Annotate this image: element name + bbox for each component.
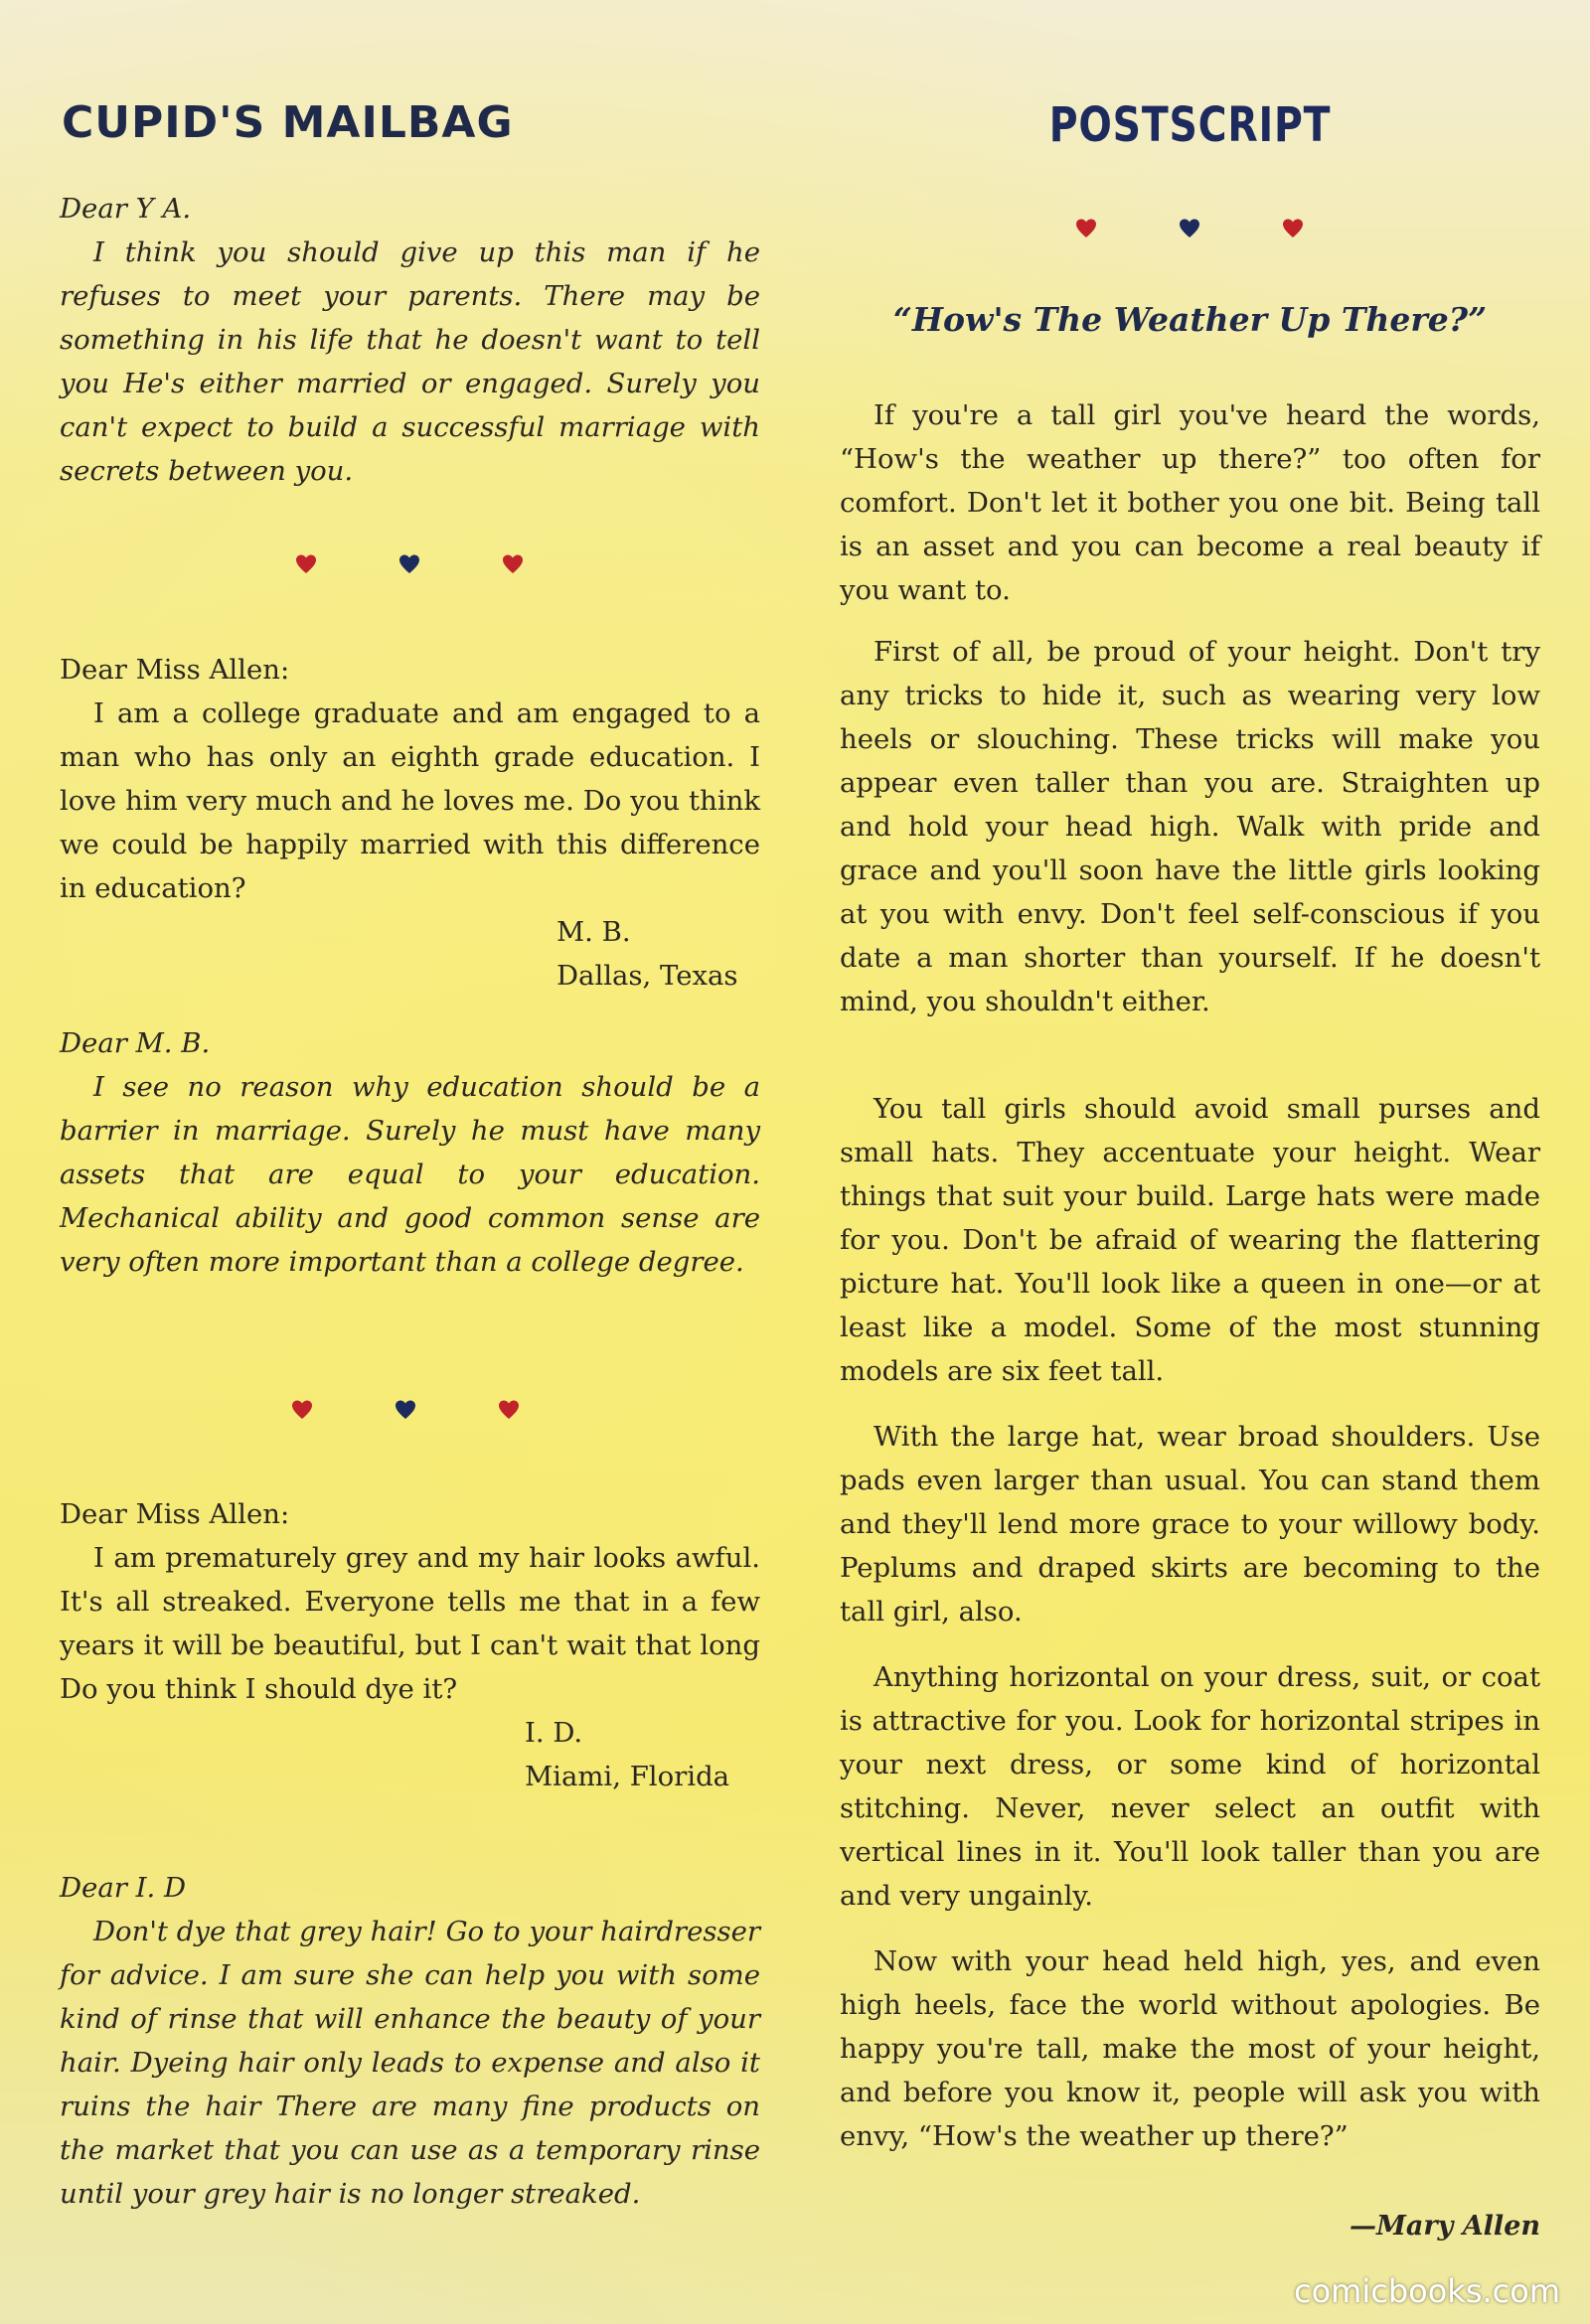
heart-icon [1074, 217, 1098, 240]
mailbag-heading: CUPID'S MAILBAG [62, 97, 514, 148]
reply-body: I see no reason why education should be a barrier in marriage. Surely he must have many assets that are equal to your education. Mechanical ability and good common sense are very often more important than a college degree. [60, 1071, 760, 1278]
article-paragraph-text: If you're a tall girl you've heard the words, “How's the weather up there?” too often for comfort. Don't let it bother you one bit. Being tall is an asset and you can become a real beauty if you want to. [840, 399, 1540, 606]
heart-icon [394, 1398, 417, 1422]
heart-divider [1074, 217, 1305, 246]
heart-icon [290, 1398, 314, 1422]
letter-salutation: Dear Miss Allen: [60, 654, 290, 686]
letter-place: Dallas, Texas [556, 960, 738, 992]
article-paragraph [840, 630, 1540, 1023]
heart-icon [1281, 217, 1305, 240]
letter-initials: I. D. [525, 1717, 583, 1749]
heart-icon [294, 552, 318, 576]
reply-body: Don't dye that grey hair! Go to your hairdresser for advice. I am sure she can help you with some kind of rinse that will enhance the beauty of your hair. Dyeing hair only leads to expense and also it ruins the hair There are many fine products on the market that you can use as a temporary rinse until your grey hair is no longer streaked. [60, 1916, 760, 2210]
letter-id [60, 1492, 760, 1798]
article-title: “How's The Weather Up There?” [892, 300, 1488, 339]
reply-salutation: Dear M. B. [60, 1027, 211, 1059]
article-paragraph [840, 1415, 1540, 1633]
article-byline: —Mary Allen [1350, 2211, 1540, 2242]
heart-divider [294, 552, 525, 582]
article-paragraph-text: Now with your head held high, yes, and even high heels, face the world without apologies. Be happy you're tall, make the most of your height, and before you know it, people will ask you with envy, “How's the weather up there?” [840, 1945, 1540, 2152]
article-paragraph [840, 1939, 1540, 2158]
article-paragraph-text: You tall girls should avoid small purses and small hats. They accentuate your height. Wear things that suit your build. Large hats were made for you. Don't be afraid of wearing the flattering picture hat. You'll look like a queen in one—or at least like a model. Some of the most stunning models are six feet tall. [840, 1093, 1540, 1387]
heart-icon [1178, 217, 1201, 240]
reply-body: I think you should give up this man if he refuses to meet your parents. There may be something in his life that he doesn't want to tell you He's either married or engaged. Surely you can't expect to build a successful marriage with secrets between you. [60, 236, 760, 487]
letter-body: I am a college graduate and am engaged to a man who has only an eighth grade education. I love him very much and he loves me. Do you think we could be happily married with this difference in education? [60, 697, 760, 904]
article-paragraph-text: With the large hat, wear broad shoulders. Use pads even larger than usual. You can stand them and they'll lend more grace to your willowy body. Peplums and draped skirts are becoming to the tall girl, also. [840, 1421, 1540, 1627]
reply-salutation: Dear Y A. [60, 193, 192, 225]
letter-initials: M. B. [556, 916, 631, 948]
article-paragraph-text: First of all, be proud of your height. Don't try any tricks to hide it, such as wearing very low heels or slouching. These tricks will make you appear even taller than you are. Straighten up and hold your head high. Walk with pride and grace and you'll soon have the little girls looking at you with envy. Don't feel self-conscious if you date a man shorter than yourself. If he doesn't mind, you shouldn't either. [840, 636, 1540, 1017]
letter-salutation: Dear Miss Allen: [60, 1498, 290, 1530]
heart-icon [398, 552, 421, 576]
heart-divider [290, 1398, 521, 1428]
reply-salutation: Dear I. D [60, 1872, 186, 1904]
letter-mb [60, 648, 760, 998]
heart-icon [501, 552, 525, 576]
letter-place: Miami, Florida [525, 1761, 730, 1792]
site-watermark: comicbooks.com [1293, 2272, 1560, 2310]
article-paragraph [840, 393, 1540, 612]
letter-body: I am prematurely grey and my hair looks awful. It's all streaked. Everyone tells me that in a few years it will be beautiful, but I can't wait that long Do you think I should dye it? [60, 1542, 760, 1705]
reply-to-ya [60, 187, 760, 493]
article-paragraph [840, 1087, 1540, 1393]
article-paragraph [840, 1655, 1540, 1918]
reply-to-mb [60, 1021, 760, 1284]
reply-to-id [60, 1866, 760, 2216]
heart-icon [497, 1398, 521, 1422]
article-paragraph-text: Anything horizontal on your dress, suit, or coat is attractive for you. Look for horizontal stripes in your next dress, or some kind of horizontal stitching. Never, never select an outfit with vertical lines in it. You'll look taller than you are and very ungainly. [840, 1661, 1540, 1912]
postscript-heading: POSTSCRIPT [1048, 97, 1332, 153]
